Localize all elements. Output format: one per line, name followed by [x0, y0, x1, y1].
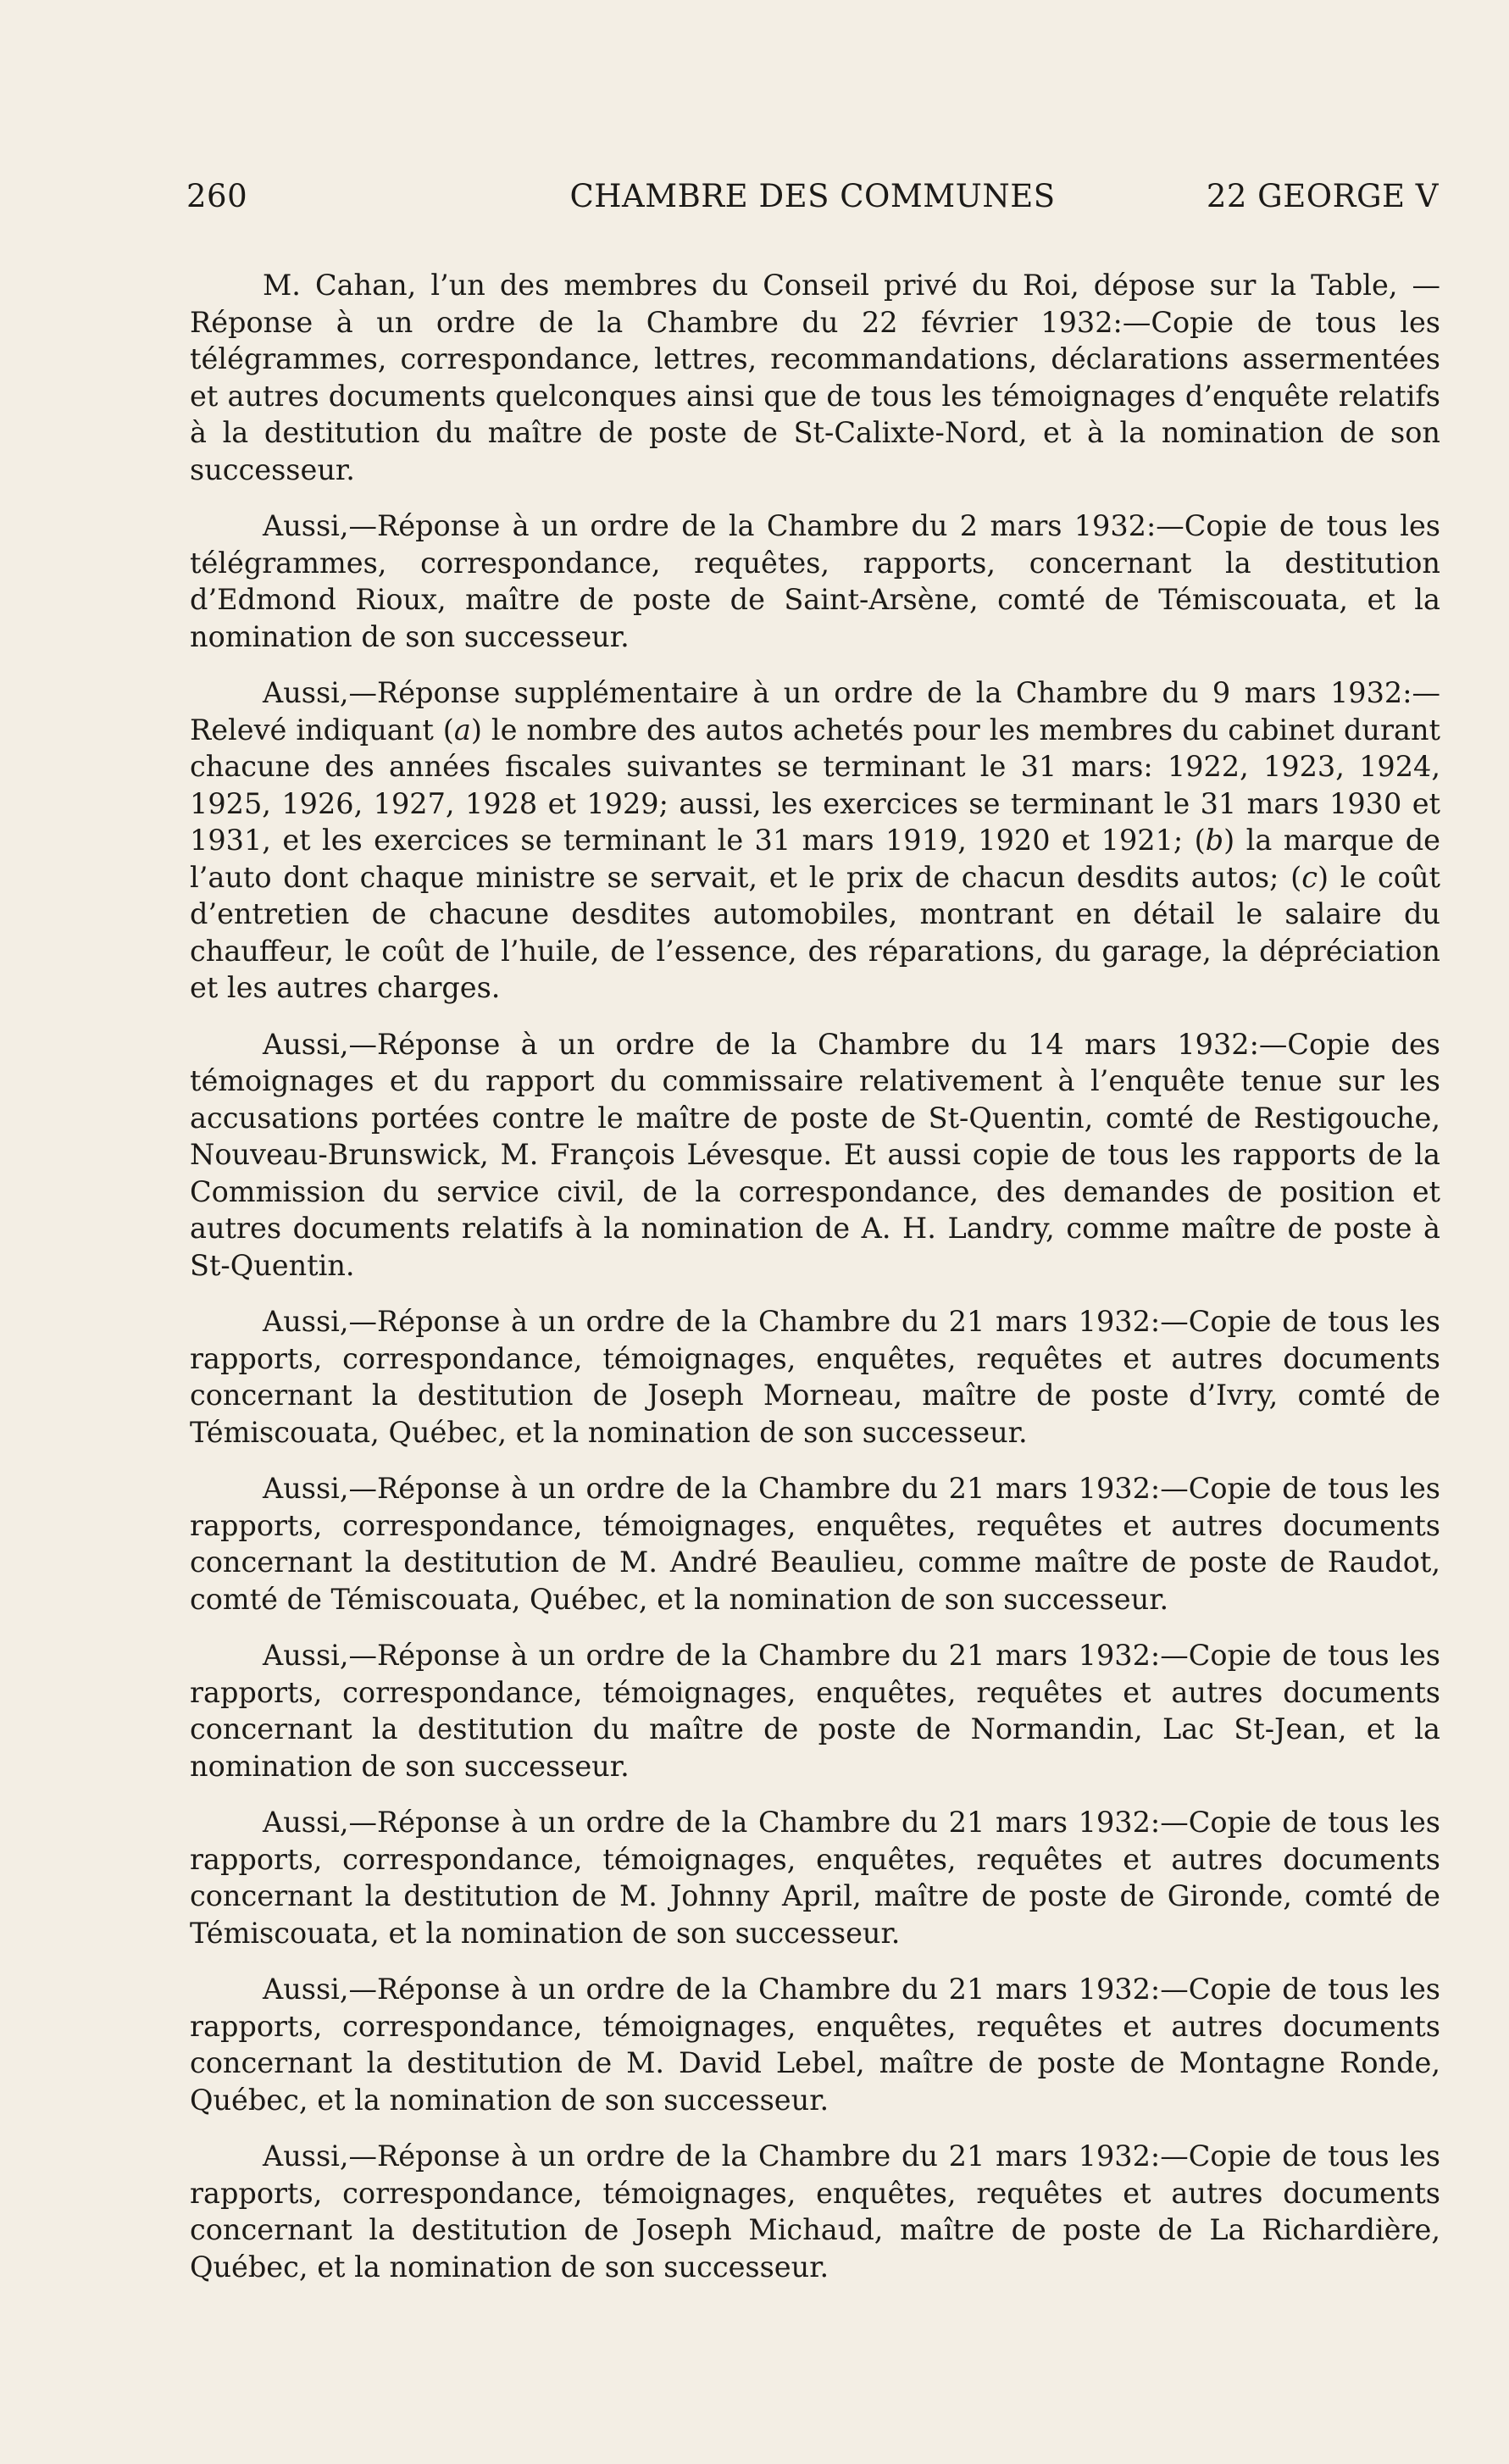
- body-text: [190, 267, 1440, 2305]
- italic-enumerator: b: [1205, 824, 1224, 857]
- paragraph-text: Aussi,—Réponse à un ordre de la Chambre du 21 mars 1932:—Copie de tous les rapports, correspondance, témoignages, enquêtes, requêtes et autres documents concernant la destitution du maître de poste de Normandin, Lac St-Jean, et la nomination de son successeur.: [190, 1639, 1440, 1783]
- paragraph: [190, 1637, 1440, 1784]
- paragraph-text: Aussi,—Réponse à un ordre de la Chambre du 14 mars 1932:—Copie des témoignages et du rapport du commissaire relativement à l’enquête tenue sur les accusations portées contre le maître de poste de St-Quentin, comté de Restigouche, Nouveau-Brunswick, M. François Lévesque. Et aussi copie de tous les rapports de la Commission du service civil, de la correspondance, des demandes de position et autres documents relatifs à la nomination de A. H. Landry, comme maître de poste à St-Quentin.: [190, 1027, 1440, 1282]
- paragraph-text: Aussi,—Réponse à un ordre de la Chambre du 2 mars 1932:—Copie de tous les télégrammes, correspondance, requêtes, rapports, concernant la destitution d’Edmond Rioux, maître de poste de Saint-Arsène, comté de Témiscouata, et la nomination de son successeur.: [190, 509, 1440, 653]
- paragraph-text: Aussi,—Réponse à un ordre de la Chambre du 21 mars 1932:—Copie de tous les rapports, correspondance, témoignages, enquêtes, requêtes et autres documents concernant la destitution de M. André Beaulieu, comme maître de poste de Raudot, comté de Témiscouata, Québec, et la nomination de son successeur.: [190, 1472, 1440, 1616]
- paragraph-text: M. Cahan, l’un des membres du Conseil privé du Roi, dépose sur la Table, —Réponse à un ordre de la Chambre du 22 février 1932:—Copie de tous les télégrammes, correspondance, lettres, recommandations, déclarations assermentées et autres documents quelconques ainsi que de tous les témoignages d’enquête relatifs à la destitution du maître de poste de St-Calixte-Nord, et à la nomination de son successeur.: [190, 269, 1440, 486]
- paragraph: [190, 2138, 1440, 2285]
- paragraph: [190, 267, 1440, 488]
- paragraph-text: Aussi,—Réponse à un ordre de la Chambre du 21 mars 1932:—Copie de tous les rapports, correspondance, témoignages, enquêtes, requêtes et autres documents concernant la destitution de Joseph Morneau, maître de poste d’Ivry, comté de Témiscouata, Québec, et la nomination de son successeur.: [190, 1305, 1440, 1449]
- paragraph: [190, 674, 1440, 1007]
- italic-enumerator: c: [1301, 860, 1318, 894]
- regnal-year: 22 GEORGE V: [1206, 178, 1439, 214]
- italic-enumerator: a: [453, 713, 471, 746]
- paragraph-text: ) la marque de l’auto dont chaque ministre se servait, et le prix de chacun desdits autos; (: [190, 824, 1440, 894]
- paragraph: [190, 1303, 1440, 1451]
- page-number: 260: [186, 178, 248, 214]
- paragraph-text: Aussi,—Réponse à un ordre de la Chambre du 21 mars 1932:—Copie de tous les rapports, correspondance, témoignages, enquêtes, requêtes et autres documents concernant la destitution de M. David Lebel, maître de poste de Montagne Ronde, Québec, et la nomination de son successeur.: [190, 1973, 1440, 2117]
- paragraph: [190, 1026, 1440, 1285]
- page-header: [186, 178, 1439, 222]
- paragraph: [190, 1470, 1440, 1618]
- paragraph-text: ) le coût d’entretien de chacune desdites automobiles, montrant en détail le salaire du chauffeur, le coût de l’huile, de l’essence, des réparations, du garage, la dépréciation et les autres charges.: [190, 860, 1440, 1004]
- paragraph-text: ) le nombre des autos achetés pour les membres du cabinet durant chacune des années fiscales suivantes se terminant le 31 mars: 1922, 1923, 1924, 1925, 1926, 1927, 1928 et 1929; aussi, les exercices se terminant le 31 mars 1930 et 1931, et les exercices se terminant le 31 mars 1919, 1920 et 1921; (: [190, 713, 1440, 857]
- paragraph-text: Aussi,—Réponse à un ordre de la Chambre du 21 mars 1932:—Copie de tous les rapports, correspondance, témoignages, enquêtes, requêtes et autres documents concernant la destitution de Joseph Michaud, maître de poste de La Richardière, Québec, et la nomination de son successeur.: [190, 2139, 1440, 2284]
- paragraph-text: Aussi,—Réponse à un ordre de la Chambre du 21 mars 1932:—Copie de tous les rapports, correspondance, témoignages, enquêtes, requêtes et autres documents concernant la destitution de M. Johnny April, maître de poste de Gironde, comté de Témiscouata, et la nomination de son successeur.: [190, 1806, 1440, 1950]
- paragraph: [190, 1804, 1440, 1951]
- paragraph: [190, 1971, 1440, 2118]
- journal-title: CHAMBRE DES COMMUNES: [569, 178, 1056, 214]
- paragraph: [190, 508, 1440, 655]
- paragraph-text: Aussi,—Réponse supplémentaire à un ordre de la Chambre du 9 mars 1932:— Relevé indiquant (: [190, 676, 1440, 746]
